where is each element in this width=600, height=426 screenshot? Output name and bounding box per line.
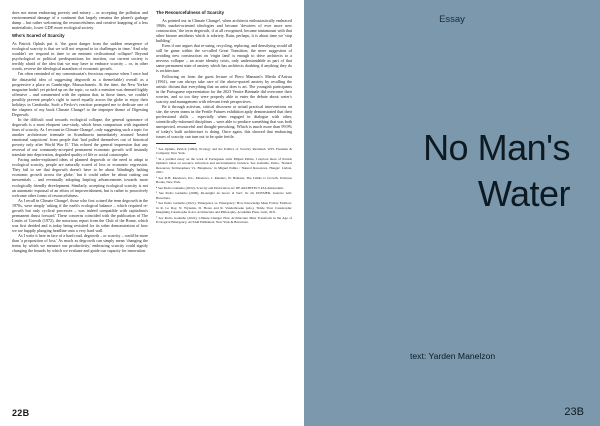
page-number-left: 22B [12, 408, 30, 418]
page-number-right: 23B [564, 406, 584, 418]
footnote: ⁷ See Pedro Gadanho (2022), Climate Change! How Architecture Must Transform in the Age of Ecological Emergency, ACTAR Publishers: New York & Barcelona. [156, 215, 292, 224]
body-paragraph: As Patrick Ophuls put it, 'the great danger from the sudden emergence of ecological scarcity is that we will not respond to its challenges in time.' And why wouldn't we respond in time to an eminent civilisational collapse? Beyond psychological or political predispositions for inaction, our current society is terribly afraid of the idea that we may have to embrace scarcity – or, in other words, reverse the ideological marathon of economic growth. [12, 41, 148, 72]
article-title-line-1: No Man's [423, 127, 570, 168]
text-columns [12, 10, 292, 404]
footnote: ³ See D.H. Meadows, D.L. Meadows, J. Randers, W. Behrens, The Limits to Growth. Universe Books, New York. [156, 175, 292, 184]
body-paragraph: In the difficult road towards ecological collapse, the general ignorance of degrowth is a most eloquent case-study, which bears comparison with ingrained fears of scarcity. As I recount in Climate Change!, only suggesting such a topic for another architecture triennale in Scandinavia immediately aroused 'heated emotional suspicions' from people that 'had pulled themselves out of historical poverty only after World War II.' This echoed the general impression that any reversal of our commonly-accepted permanent economic growth will instantly translate into deprivation, degraded quality of life or social catastrophe. [12, 116, 148, 158]
body-paragraph: As I recall in Climate Change!, those who first coined the term degrowth in the 1970s, were simply 'asking if the earth's ecological balance – which required re-growth but only cyclical processes – was indeed compatible with capitalism's permanent thrust forward.' These concerns coincided with the publication of The Limits of Growth (1972), the notorious report from the Club of the Rome, which was first derided and is today being revisited for its sober demonstration of how we are happily plunging headline onto a very hard wall. [12, 197, 148, 233]
footnote: ¹ See Ophuls, Patrick (1992). Ecology and the Politics of Scarcity Revisited. W.H. Freeman & Company: New York. [156, 147, 292, 156]
section-heading: The Resourcefulness of Scarcity [156, 10, 225, 15]
right-title-page [304, 0, 600, 426]
footnote: ⁵ See Pedro Gadanho (2006), Ri-sunghó de nuovo al Sur?, in: 2G DOSSIER, Gustavo Gili: Barcelona. [156, 191, 292, 200]
section-heading: Who's Scared of Scarcity [12, 33, 65, 39]
footnote-divider [156, 143, 196, 144]
text-column-1 [12, 10, 148, 404]
body-paragraph: As I write it here in face of a hard road, degrowth – or scarcity – could be more than 'a proposition of loss.' As much as degrowth can simply mean 'changing the terms by which we measure our productivity,' embracing scarcity could signify changing the bounds by which we evaluate and guide our capacity for innovation. [12, 232, 148, 254]
section-label: Essay [439, 14, 465, 25]
article-title-line-2: Water [477, 173, 570, 214]
body-paragraph: Following on from the guest lecture of Piero Manzoni's Merda d'Artista (1961), one can always take care of the above-quoted anxiety by recalling the artistic dictum that everything that an artist does is art. The youngish participants in the Portuguese representation for the 2023 Venice Biennale did overcome their worries, and so too they were properly able to enter the debate about water's scarcity and management with relevant fresh perspectives. [156, 73, 292, 104]
body-paragraph: Be it through activism, critical discourse or actual practical interventions on site, the seven teams in the Fertile Futures exhibition aptly demonstrated that their professional skills – especially when engaged in dialogue with other, scientifically-informed disciplines – were able to produce something that was both unexpected, resourceful and thought-provoking. Which is much more than 99.9% of today's built architecture is doing. Once again, this showed that embracing issues of scarcity can turn out to be quite fertile. [156, 103, 292, 140]
footnote: ² In a parallel essay on the work of Portuguese artist Miguel Palma, I explore more of Patrick Ophuls's ideas on resource extraction and environmental violence. See Gadanho, Pedro, 'Natural Resources Technosphere Vs. Biosphere,' in Miguel Palma / Natural Resources, Hangar: Lisbon, 2021. [156, 157, 292, 174]
footnote: ⁴ See Pedro Gadanho (2022), Scarcity and Dislocation, in: DE ARCHITECT #3A Amsterdam. [156, 185, 284, 190]
body-paragraph: does not mean embracing poverty and misery – or accepting the pollution and environmental damage of a continent that largely remains the planet's garbage dump – but rather welcoming the resourcefulness and creative knapping of a less materialistic, lower GDP, more ecological society. [12, 10, 148, 31]
footnote: ⁶ See Pedro Gadanho (2021), 'Emergence vs. Emergency: How Knowledge Must Follow Fashion,' in R. Le Roy, N. Wynants, D. Hores and R. Vanderbroeke (eds.), Tickle Your Catastrophe: Imagining Catastrophe in Art, Architecture and Philosophy, Academia Press, Gent, 2011. [156, 201, 292, 214]
body-paragraph: Facing under-explained ideas of planned degrowth or the need to adapt to ecological scarcity, people are naturally scared of loss or economic regression. They fail to see that degrowth doesn't have to be about 'blindingly halting economic growth across the globe,' but it could rather be about cutting out inessentials – and eventually adopting leapfrog advancements towards more ecologically friendly development. Similarly, accepting ecological scarcity is not an automatic espousal of an ethics of impoverishment, but is rather to proactively welcome other forms of resourcefulness. [12, 157, 148, 198]
body-paragraph: I'm often reminded of my commissariat's ferocious response when I once had the distasteful idea of suggesting degrowth as a theme/table) overall as a progressive a place as Cambridge, Massachusetts. At the time, the New Yorker magazine hadn't yet picked up on the topic, so such a mention was deemed highly offensive – and commented with the opinion that, in those times, we couldn't possibly prevent people's right to travel equally across the globe to enjoy their holidays in Cambodia. Such a Pavlov's reaction prompted me to dedicate one of the chapters of my book Climate Change! to the improper theme of Digesting Degrowth. [12, 71, 148, 117]
author-credit: text: Yarden Manelzon [410, 351, 496, 361]
body-paragraph: Even if one argues that re-using, recycling, replacing, and densifying would all still be game within the so-called Great Transition, the mere suggestion of avoiding new construction on 'virgin land' is enough to drive architects to a nervous collapse – an acute identity crisis, only understandable as part of that same permanent state of anxiety which has architects doubting if anything they do is architecture. [156, 43, 292, 74]
body-paragraph: As pointed out in Climate Change!, when architects enthusiastically embraced 1960s market-oriented ideologies and became 'devotees of ever more new construction,' the term degrowth, if at all recognised, became tantamount with that other bizarre antithesis which is sobriety. Ruin, perhaps, it is about time we 'stop building.' [156, 18, 292, 44]
text-column-2 [156, 10, 292, 404]
